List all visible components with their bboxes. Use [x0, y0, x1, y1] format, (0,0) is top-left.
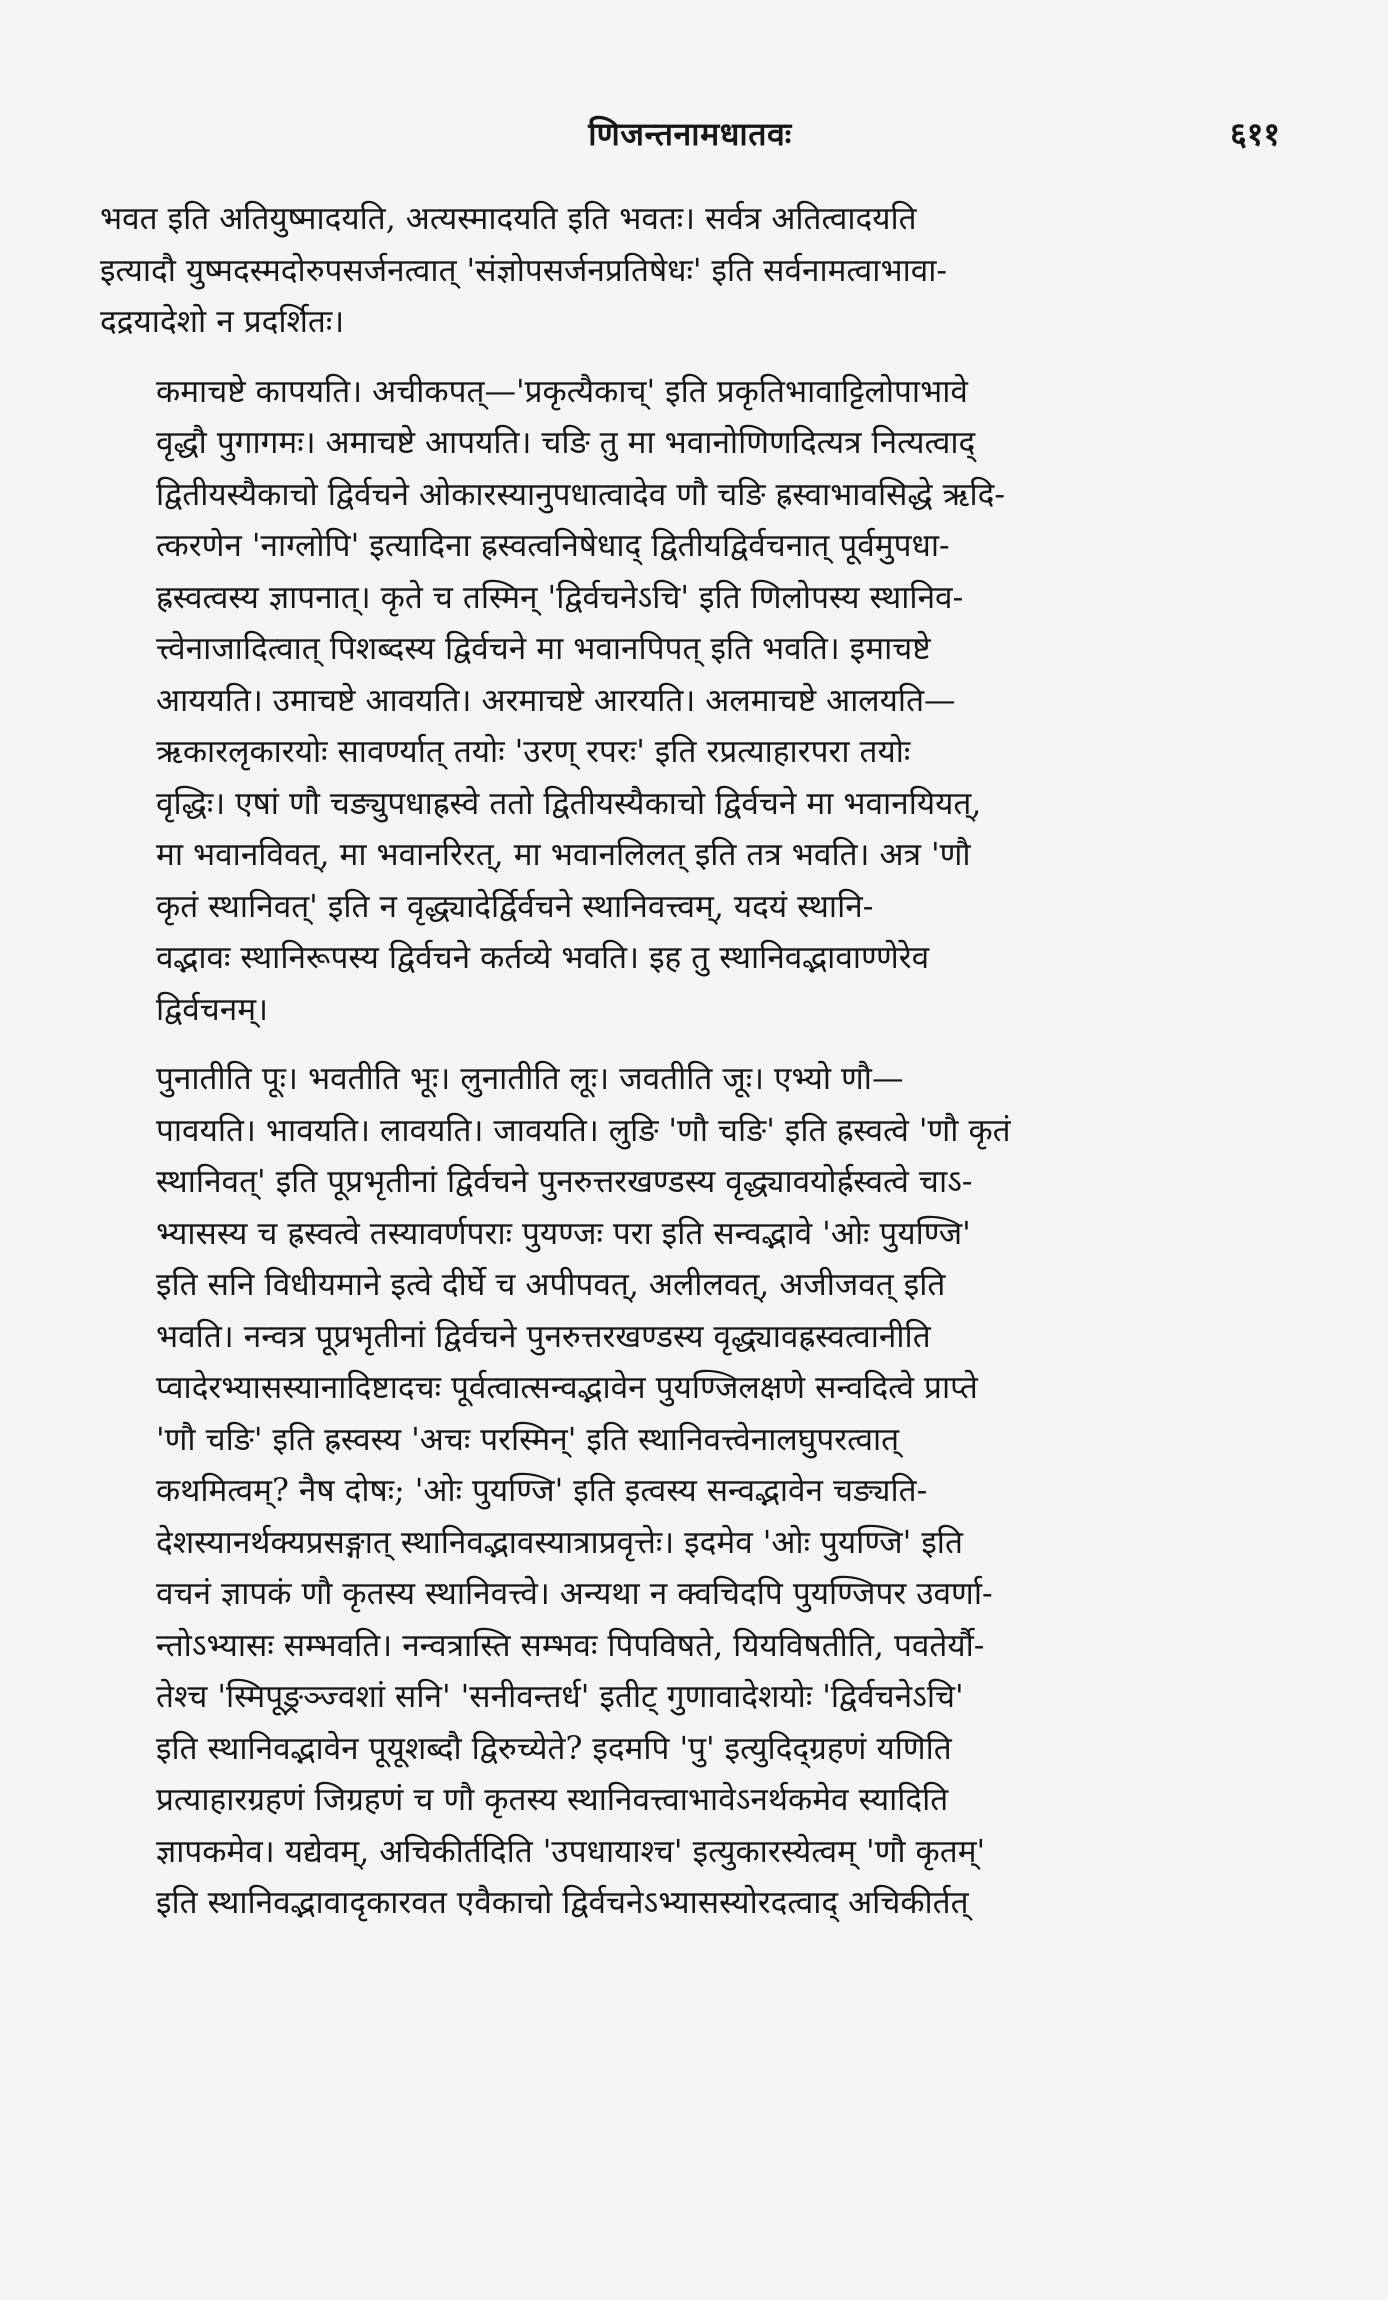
text-line: ऋकारलृकारयोः सावर्ण्यात् तयोः 'उरण् रपरः' इति रप्रत्याहारपरा तयोः [156, 734, 911, 770]
text-line: न्तोऽभ्यासः सम्भवति। नन्वत्रास्ति सम्भवः पिपविषते, यियविषतीति, पवतेर्यौ- [156, 1627, 985, 1664]
text-line: द्वितीयस्यैकाचो द्विर्वचने ओकारस्यानुपधात्वादेव णौ चङि ह्रस्वाभावसिद्धे ऋदि- [156, 476, 1005, 513]
text-line: तेश्च 'स्मिपूङ्रञ्ज्वशां सनि' 'सनीवन्तर्ध' इतीट् गुणावादेशयोः 'द्विर्वचनेऽचि' [156, 1679, 964, 1715]
text-line: वृद्धौ पुगागमः। अमाचष्टे आपयति। चङि तु मा भवानोणिणदित्यत्र नित्यत्वाद् [156, 425, 976, 461]
text-line: वद्भावः स्थानिरूपस्य द्विर्वचने कर्तव्ये भवति। इह तु स्थानिवद्भावाण्णेरेव [156, 940, 930, 976]
text-line: कृतं स्थानिवत्' इति न वृद्ध्यादेर्द्विर्वचने स्थानिवत्त्वम्, यदयं स्थानि- [156, 888, 874, 925]
text-line: मा भवानविवत्, मा भवानरिरत्, मा भवानलिलत् इति तत्र भवति। अत्र 'णौ [156, 837, 971, 873]
text-line: त्त्वेनाजादित्वात् पिशब्दस्य द्विर्वचने मा भवानपिपत् इति भवति। इमाचष्टे [156, 631, 931, 667]
text-line: ह्रस्वत्वस्य ज्ञापनात्। कृते च तस्मिन् 'द्विर्वचनेऽचि' इति णिलोपस्य स्थानिव- [156, 579, 964, 616]
text-line: भ्यासस्य च ह्रस्वत्वे तस्यावर्णपराः पुयण्जः परा इति सन्वद्भावे 'ओः पुयण्जि' [156, 1215, 971, 1252]
page-header [100, 112, 1280, 172]
text-line: पुनातीति पूः। भवतीति भूः। लुनातीति लूः। जवतीति जूः। एभ्यो णौ— [156, 1061, 904, 1097]
text-line: कथमित्वम्? नैष दोषः; 'ओः पुयण्जि' इति इत्वस्य सन्वद्भावेन चङ्यति- [156, 1473, 928, 1509]
text-line: आययति। उमाचष्टे आवयति। अरमाचष्टे आरयति। अलमाचष्टे आलयति— [156, 682, 956, 719]
text-line: ज्ञापकमेव। यद्येवम्, अचिकीर्तदिति 'उपधायाश्च' इत्युकारस्येत्वम् 'णौ कृतम्' [156, 1833, 986, 1870]
text-line: वचनं ज्ञापकं णौ कृतस्य स्थानिवत्त्वे। अन्यथा न क्वचिदपि पुयण्जिपर उवर्णा- [156, 1576, 993, 1612]
paragraph [100, 367, 1280, 1037]
text-line: इत्यादौ युष्मदस्मदोरुपसर्जनत्वात् 'संज्ञोपसर्जनप्रतिषेधः' इति सर्वनामत्वाभावा- [100, 252, 948, 289]
text-line: त्करणेन 'नाग्लोपि' इत्यादिना ह्रस्वत्वनिषेधाद् द्वितीयद्विर्वचनात् पूर्वमुपधा- [156, 528, 950, 564]
text-line: भवति। नन्वत्र पूप्रभृतीनां द्विर्वचने पुनरुत्तरखण्डस्य वृद्ध्यावह्रस्वत्वानीति [156, 1318, 931, 1355]
page-number: ६११ [1230, 115, 1280, 153]
text-line: इति सनि विधीयमाने इत्वे दीर्घे च अपीपवत्, अलीलवत्, अजीजवत् इति [156, 1267, 946, 1303]
text-line: दद्रयादेशो न प्रदर्शितः। [100, 304, 345, 340]
text-line: देशस्यानर्थक्यप्रसङ्गात् स्थानिवद्भावस्यात्राप्रवृत्तेः। इदमेव 'ओः पुयण्जि' इति [156, 1524, 963, 1561]
text-line: इति स्थानिवद्भावेन पूयूशब्दौ द्विरुच्येते? इदमपि 'पु' इत्युदिद्ग्रहणं यणिति [156, 1730, 952, 1767]
text-line: इति स्थानिवद्भावादृकारवत एवैकाचो द्विर्वचनेऽभ्यासस्योरदत्वाद् अचिकीर्तत् [156, 1885, 969, 1921]
text-line: प्वादेरभ्यासस्यानादिष्टादचः पूर्वत्वात्सन्वद्भावेन पुयण्जिलक्षणे सन्वदित्वे प्राप्ते [156, 1370, 978, 1406]
text-line: वृद्धिः। एषां णौ चङ्युपधाह्रस्वे ततो द्वितीयस्यैकाचो द्विर्वचने मा भवानयियत्, [156, 785, 982, 822]
paragraph [100, 1054, 1280, 1930]
text-line: द्विर्वचनम्। [156, 991, 269, 1028]
text-line: 'णौ चङि' इति ह्रस्वस्य 'अचः परस्मिन्' इति स्थानिवत्त्वेनालघुपरत्वात् [156, 1421, 900, 1458]
text-line: कमाचष्टे कापयति। अचीकपत्—'प्रकृत्यैकाच्' इति प्रकृतिभावाट्टिलोपाभावे [156, 373, 968, 410]
text-line: प्रत्याहारग्रहणं जिग्रहणं च णौ कृतस्य स्थानिवत्त्वाभावेऽनर्थकमेव स्यादिति [156, 1782, 949, 1818]
text-line: पावयति। भावयति। लावयति। जावयति। लुङि 'णौ चङि' इति ह्रस्वत्वे 'णौ कृतं [156, 1112, 1011, 1149]
text-line: स्थानिवत्' इति पूप्रभृतीनां द्विर्वचने पुनरुत्तरखण्डस्य वृद्ध्यावयोर्ह्रस्वत्वे चाऽ- [156, 1164, 973, 1200]
paragraph [100, 194, 1280, 349]
body-text [100, 194, 1280, 1930]
text-line: भवत इति अतियुष्मादयति, अत्यस्मादयति इति भवतः। सर्वत्र अतित्वादयति [100, 201, 917, 237]
running-head: णिजन्तनामधातवः [588, 115, 792, 153]
book-page [100, 112, 1280, 2262]
